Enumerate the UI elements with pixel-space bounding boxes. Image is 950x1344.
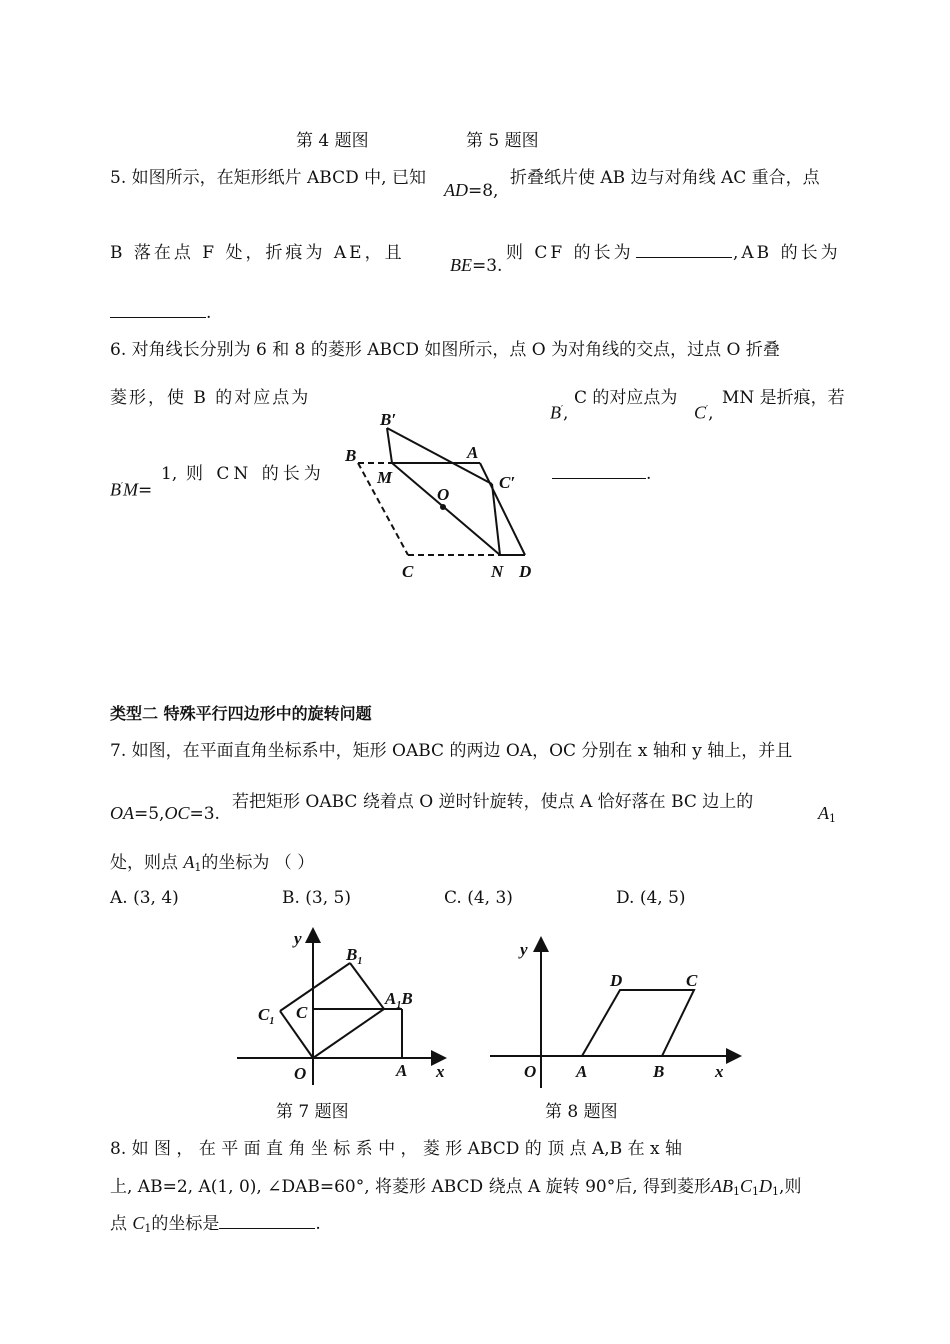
fig6-ad: [480, 463, 525, 555]
fig7-label-y: y: [294, 929, 302, 948]
q7-line3: [110, 852, 314, 878]
q7-option-d[interactable]: D. (4, 5): [616, 888, 686, 908]
q7-line1: 7. 如图，在平面直角坐标系中，矩形 OABC 的两边 OA，OC 分别在 x 轴和 y 轴上，并且: [110, 741, 793, 761]
q8-line2b: ,则: [779, 1177, 802, 1197]
fig6-label-o: O: [437, 485, 450, 504]
q7-a1: [818, 803, 836, 829]
q8-d1-sub: 1: [772, 1185, 780, 1198]
fig7-oa1: [313, 1009, 384, 1058]
fig7-c1o: [280, 1011, 313, 1058]
fig8-caption: 第 8 题图: [545, 1102, 618, 1122]
q6-bprime: [550, 400, 568, 424]
q7-math-a1: A: [818, 803, 829, 823]
q7-option-b[interactable]: B. (3, 5): [282, 888, 352, 908]
q7-math-oc: OC: [164, 803, 190, 823]
q7-math-a1b: A: [183, 852, 195, 872]
fig8-label-y: y: [520, 940, 528, 959]
q7-a1b-sub: 1: [194, 861, 202, 874]
q6-bm: [110, 477, 152, 501]
fig8-label-d: D: [610, 971, 623, 990]
fig8-label-o: O: [524, 1062, 537, 1081]
fig8-rhombus: [582, 990, 694, 1056]
fig7-label-c1-sub: 1: [269, 1016, 275, 1027]
q5-line2a: B 落在点 F 处，折痕为 AE，且: [110, 243, 405, 263]
fig6-label-c: C: [402, 562, 414, 581]
q6-prime-c: ′: [706, 405, 709, 415]
q8-line3a: 点: [110, 1214, 127, 1234]
q5-line1: [110, 168, 426, 188]
q6-math-bm-b: B: [110, 479, 121, 500]
fig8-label-x: x: [715, 1062, 724, 1081]
fig6-label-a: A: [467, 443, 479, 462]
q8-line2a: 上, AB=2, A(1, 0), ∠DAB=60°, 将菱形 ABCD 绕点 A 旋转 90°后, 得到菱形: [110, 1177, 712, 1197]
fig5-caption: 第 5 题图: [466, 131, 539, 151]
q7-line3b: 的坐标为 （ ）: [201, 853, 315, 873]
q5-text-a: 5. 如图所示，在矩形纸片 ABCD 中, 已知: [110, 168, 426, 188]
q7-line2: 若把矩形 OABC 绕着点 O 逆时针旋转，使点 A 恰好落在 BC 边上的: [232, 792, 754, 812]
q6-line2c: MN 是折痕，若: [722, 388, 845, 408]
q5-eq-be: =3.: [472, 256, 503, 276]
fig7-caption: 第 7 题图: [276, 1102, 349, 1122]
q5-math-be: BE: [450, 255, 472, 275]
fig7-label-b1: [345, 945, 362, 967]
fig6-cpn: [492, 484, 500, 555]
q8-c1-sub: 1: [752, 1185, 760, 1198]
fig7-label-b1-sub: 1: [357, 956, 363, 967]
q6-val-bm: 1,: [161, 464, 178, 484]
q6-comma-c: ,: [708, 403, 714, 424]
q7-line3a: 处，则点: [110, 853, 178, 873]
fig6-bpcp: [387, 428, 492, 484]
q6-math-b: B: [550, 402, 561, 423]
fig7-label-a1b-main: A: [385, 989, 397, 1008]
fig7-label-a: A: [396, 1061, 408, 1080]
fig6-dashed-bc: [358, 463, 408, 555]
q6-math-c: C: [694, 402, 707, 423]
q8-ab1-sub: 1: [733, 1185, 741, 1198]
section2-title: 类型二 特殊平行四边形中的旋转问题: [110, 704, 372, 723]
q6-blank[interactable]: [552, 464, 651, 484]
fig6-label-cp: C′: [499, 473, 516, 492]
fig7-a1b1: [350, 963, 384, 1009]
fig6-label-m: M: [377, 468, 393, 487]
q5-ad-eq: [444, 180, 498, 201]
q7-math-oa: OA: [110, 803, 134, 823]
fig6-point-o: [440, 504, 446, 510]
fig7-b1c1: [280, 963, 350, 1011]
q8-math-c1b: C: [132, 1213, 145, 1233]
q6-line2b: C 的对应点为: [574, 388, 678, 408]
q5-math-ad: AD: [444, 180, 468, 200]
q7-a1-sub: 1: [829, 812, 836, 825]
fig6-mbp: [387, 428, 392, 463]
q6-line3: 则 CN 的长为: [186, 464, 325, 484]
q7-eq-oc: =3.: [189, 804, 220, 824]
q8-math-d1: D: [759, 1176, 773, 1196]
q8-math-c1: C: [740, 1176, 753, 1196]
fig7-label-c1-main: C: [258, 1005, 270, 1024]
q8-line3b: 的坐标是: [151, 1214, 220, 1234]
q8-line2: [110, 1176, 801, 1202]
q6-cprime: [694, 400, 713, 424]
q7-eq-oa: =5,: [134, 804, 165, 824]
fig6-mn-fold: [392, 463, 500, 555]
q6-math-bm-m: M: [123, 479, 139, 500]
q6-comma-b: ,: [563, 403, 569, 424]
q6-line3-end: .: [646, 464, 652, 484]
q5-line2b: 则 CF 的长为: [506, 243, 634, 263]
q6-line2a: 菱形，使 B 的对应点为: [110, 388, 311, 408]
fig7-label-a1b-sub: 1: [396, 1000, 402, 1011]
q8-line3-end: .: [315, 1214, 321, 1234]
fig7-label-b1-main: B: [346, 945, 358, 964]
fig7-label-o: O: [294, 1064, 307, 1083]
fig4-caption: 第 4 题图: [296, 131, 369, 151]
fig8-label-b: B: [653, 1062, 665, 1081]
q7-oa-oc: [110, 803, 220, 824]
fig6-label-b: B: [345, 446, 357, 465]
q6-prime-b: ′: [561, 405, 564, 415]
q5-line3-end: .: [206, 303, 212, 323]
fig7-label-c1: [258, 1005, 274, 1027]
q5-eq-ad: =8,: [468, 181, 499, 201]
fig7-label-c: C: [296, 1003, 308, 1022]
q5-line1b: 折叠纸片使 AB 边与对角线 AC 重合，点: [510, 168, 820, 188]
q8-math-ab1: AB: [711, 1176, 734, 1196]
q6-line1: 6. 对角线长分别为 6 和 8 的菱形 ABCD 如图所示，点 O 为对角线的交点，过点 O 折叠: [110, 340, 780, 360]
fig8-label-a: A: [576, 1062, 588, 1081]
fig7-label-x: x: [436, 1062, 445, 1081]
q8-c1b-sub: 1: [144, 1222, 152, 1235]
fig6-label-n: N: [491, 562, 504, 581]
q8-blank[interactable]: [219, 1214, 315, 1229]
q5-blank2[interactable]: [110, 303, 211, 323]
q5-line2c: ,AB 的长为: [733, 243, 841, 263]
fig7-label-a1b-tail: B: [401, 989, 413, 1008]
q6-eq-bm: =: [138, 480, 153, 501]
q8-line1: 8. 如 图 ， 在 平 面 直 角 坐 标 系 中 ， 菱 形 ABCD 的 顶 点 A,B 在 x 轴: [110, 1139, 682, 1159]
q5-blank1[interactable]: [636, 243, 732, 263]
q5-be-eq: [450, 255, 502, 276]
fig8-label-c: C: [686, 971, 698, 990]
q7-option-c[interactable]: C. (4, 3): [444, 888, 513, 908]
q7-option-a[interactable]: A. (3, 4): [110, 888, 179, 908]
fig6-label-d: D: [519, 562, 532, 581]
fig6-label-bp: B′: [380, 410, 397, 429]
fig7-label-a1b: [384, 989, 413, 1011]
q8-line3: [110, 1213, 321, 1239]
q6-math-bm-prime: ′: [121, 482, 124, 492]
